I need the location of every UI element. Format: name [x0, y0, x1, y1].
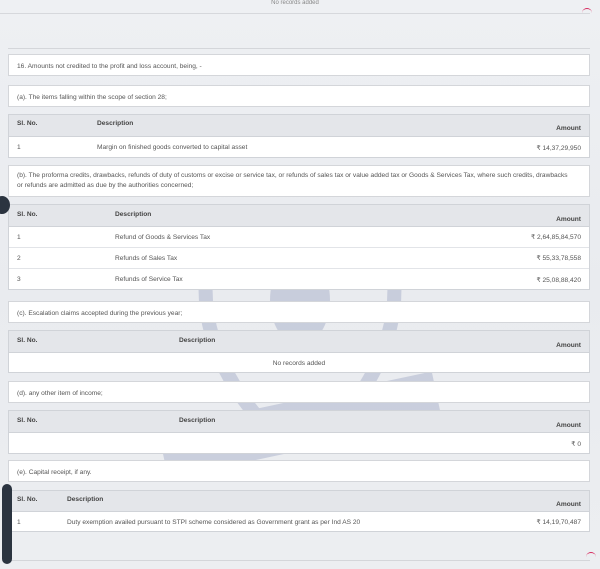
table-row-empty [9, 353, 589, 373]
col-description: Description [67, 496, 104, 503]
cell-sl: 2 [17, 254, 21, 262]
sub-a-label [8, 85, 590, 107]
cell-description: Refund of Goods & Services Tax [115, 233, 211, 241]
pen-mark [582, 8, 592, 18]
sub-d-table [8, 410, 590, 454]
col-sl-no: Sl. No. [17, 210, 38, 218]
sub-c-label [8, 301, 590, 323]
previous-section-footer [0, 0, 590, 14]
table-header [9, 331, 589, 353]
sub-b-label [8, 165, 590, 197]
table-header [9, 411, 589, 433]
col-description: Description [179, 336, 216, 344]
table-header [9, 205, 589, 227]
sub-b-text-line2: or refunds are admitted as due by the authorities concerned; [17, 182, 194, 189]
sub-d-text: (d). any other item of income; [17, 390, 103, 397]
pen-mark [586, 552, 596, 562]
col-sl-no: Sl. No. [17, 336, 38, 344]
cell-amount: ₹ 25,08,88,420 [536, 276, 581, 284]
col-sl-no: Sl. No. [17, 416, 38, 424]
table-row [9, 227, 589, 248]
col-sl-no: Sl. No. [17, 496, 38, 503]
sub-c-text: (c). Escalation claims accepted during the previous year; [17, 310, 183, 317]
col-amount: Amount [556, 422, 581, 429]
cell-description: Refunds of Sales Tax [115, 254, 178, 262]
cell-amount: ₹ 2,64,85,84,570 [530, 234, 581, 241]
cell-description: Refunds of Service Tax [115, 276, 183, 283]
cell-description: Margin on finished goods converted to capital asset [97, 144, 248, 151]
divider [8, 560, 590, 561]
sub-d-label [8, 381, 590, 403]
table-row [9, 512, 589, 532]
cell-amount: ₹ 14,37,29,950 [536, 144, 581, 152]
sub-c-table [8, 330, 590, 373]
no-records-text: No records added [272, 359, 326, 367]
table-row [9, 248, 589, 269]
section-16-text: 16. Amounts not credited to the profit and loss account, being, - [17, 63, 202, 70]
table-row [9, 433, 589, 454]
col-amount: Amount [556, 501, 581, 508]
divider [8, 48, 590, 49]
sub-a-table [8, 114, 590, 158]
cell-sl: 1 [17, 233, 21, 241]
col-description: Description [97, 120, 134, 127]
sub-e-table [8, 490, 590, 532]
col-description: Description [179, 416, 216, 424]
col-amount: Amount [556, 125, 581, 132]
cell-amount: ₹ 14,19,70,487 [536, 519, 581, 526]
col-sl-no: Sl. No. [17, 120, 38, 127]
top-cut-text: No records added [271, 0, 319, 6]
table-row [9, 137, 589, 158]
sub-a-text: (a). The items falling within the scope of section 28; [17, 94, 167, 101]
sub-b-text-line1: (b). The proforma credits, drawbacks, refunds of duty of customs or excise or service tax, or refunds of sales tax or value added tax or Goods & Services Tax, where such credits, drawbacks [17, 172, 568, 179]
table-header [9, 491, 589, 512]
col-amount: Amount [556, 216, 581, 223]
cell-description: Duty exemption availed pursuant to STPI scheme considered as Government grant as per Ind AS 20 [67, 518, 361, 526]
cell-sl: 3 [17, 276, 21, 283]
col-description: Description [115, 210, 152, 218]
cell-amount: ₹ 55,33,78,558 [536, 255, 581, 262]
cell-sl: 1 [17, 144, 21, 151]
col-amount: Amount [556, 342, 581, 349]
table-header [9, 115, 589, 137]
sub-e-text: (e). Capital receipt, if any. [17, 469, 92, 476]
sub-b-table [8, 204, 590, 290]
cell-amount: ₹ 0 [571, 440, 581, 448]
cell-sl: 1 [17, 518, 21, 526]
section-16-title [8, 54, 590, 76]
sub-e-label [8, 460, 590, 482]
table-row [9, 269, 589, 290]
scan-artifact [2, 484, 12, 564]
